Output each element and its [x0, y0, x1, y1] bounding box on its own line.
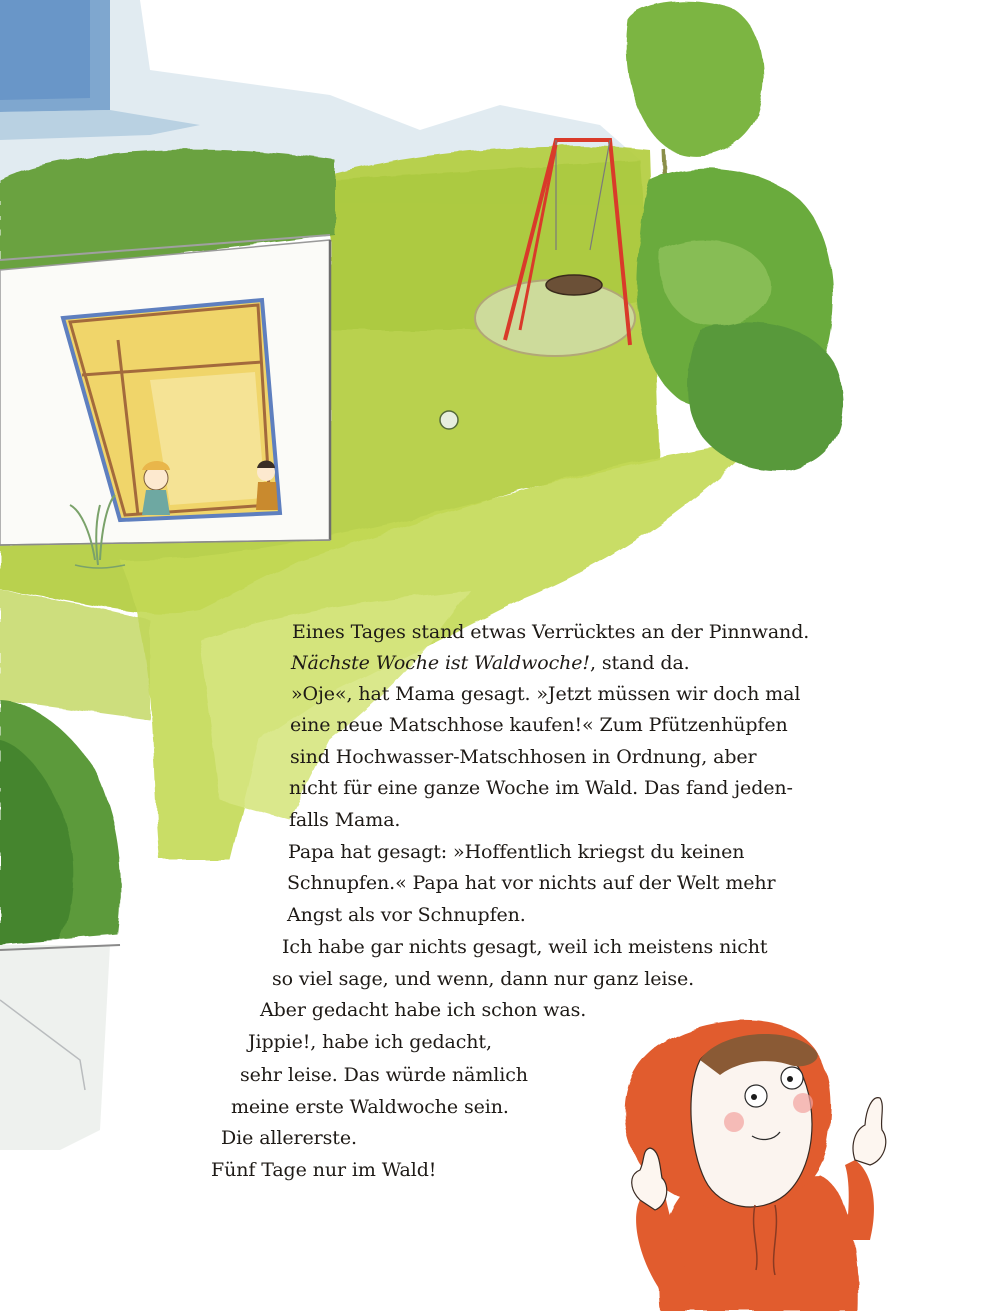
story-line-16: meine erste Waldwoche sein. [231, 1096, 509, 1118]
story-line-14: Jippie!, habe ich gedacht, [248, 1031, 492, 1053]
child-in-red-hoodie [625, 1020, 886, 1311]
story-line-1: Eines Tages stand etwas Verrücktes an der Pinnwand. [292, 621, 810, 643]
story-line-6: nicht für eine ganze Woche im Wald. Das fand jeden- [289, 777, 793, 799]
left-bush [0, 700, 121, 945]
story-line-13: Aber gedacht habe ich schon was. [260, 999, 587, 1021]
story-line-5: sind Hochwasser-Matschhosen in Ordnung, aber [290, 746, 757, 768]
story-line-2-rest: , stand da. [589, 652, 690, 674]
story-line-4: eine neue Matschhose kaufen!« Zum Pfützenhüpfen [290, 714, 788, 736]
story-line-3: »Oje«, hat Mama gesagt. »Jetzt müssen wir doch mal [291, 683, 801, 705]
story-line-9: Schnupfen.« Papa hat vor nichts auf der Welt mehr [287, 872, 776, 894]
story-line-18: Fünf Tage nur im Wald! [211, 1159, 437, 1181]
story-line-10: Angst als vor Schnupfen. [287, 904, 526, 926]
story-line-15: sehr leise. Das würde nämlich [240, 1064, 528, 1086]
ball [440, 411, 458, 429]
story-line-11: Ich habe gar nichts gesagt, weil ich meistens nicht [282, 936, 768, 958]
left-path [0, 945, 120, 1150]
story-line-17: Die allererste. [221, 1127, 357, 1149]
story-line-2 [291, 648, 690, 678]
house [0, 150, 335, 568]
right-trees [626, 1, 842, 470]
story-line-7: falls Mama. [289, 809, 401, 831]
story-line-2-title: Nächste Woche ist Waldwoche! [291, 652, 590, 674]
story-line-12: so viel sage, und wenn, dann nur ganz leise. [272, 968, 695, 990]
story-line-8: Papa hat gesagt: »Hoffentlich kriegst du keinen [288, 841, 745, 863]
